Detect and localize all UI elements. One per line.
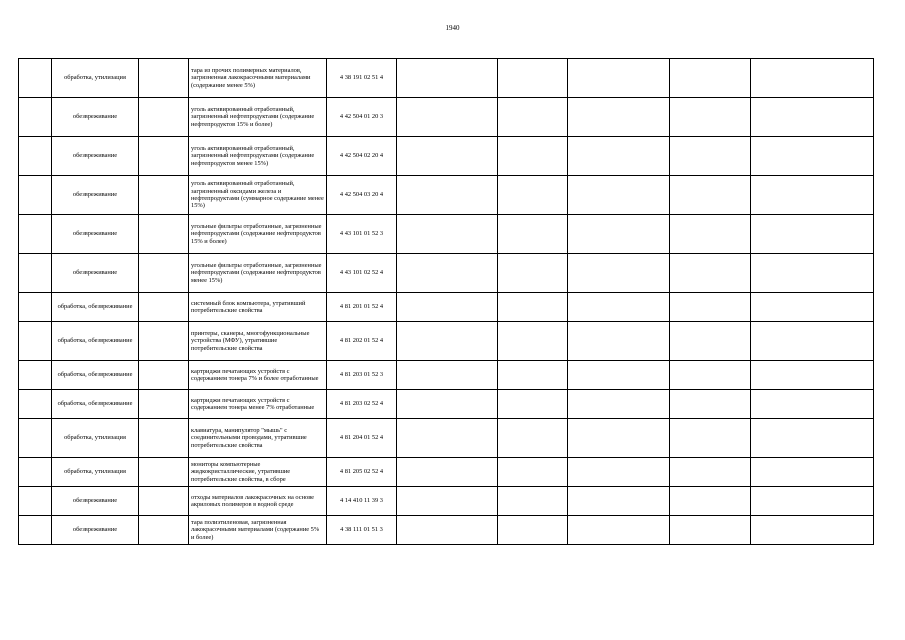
cell-empty (139, 176, 189, 215)
cell-fkko-code: 4 42 504 03 20 4 (327, 176, 397, 215)
cell-empty (498, 59, 568, 98)
cell-empty (568, 516, 670, 545)
cell-empty (139, 458, 189, 487)
cell-waste-name: клавиатура, манипулятор "мышь" с соединительными проводами, утратившие потребительские свойства (189, 419, 327, 458)
cell-empty (568, 293, 670, 322)
cell-empty (498, 215, 568, 254)
cell-action: обезвреживание (52, 137, 139, 176)
cell-waste-name: картриджи печатающих устройств с содержанием тонера 7% и более отработанные (189, 361, 327, 390)
cell-action: обработка, утилизация (52, 59, 139, 98)
cell-empty (751, 98, 874, 137)
cell-waste-name: угольные фильтры отработанные, загрязненные нефтепродуктами (содержание нефтепродуктов менее 15%) (189, 254, 327, 293)
cell-action: обработка, обезвреживание (52, 293, 139, 322)
cell-empty (568, 390, 670, 419)
cell-empty (498, 516, 568, 545)
cell-empty (397, 487, 498, 516)
cell-empty (751, 59, 874, 98)
cell-empty (498, 361, 568, 390)
cell-fkko-code: 4 81 204 01 52 4 (327, 419, 397, 458)
table-row (19, 458, 874, 487)
cell-action: обезвреживание (52, 176, 139, 215)
cell-waste-name: системный блок компьютера, утративший потребительские свойства (189, 293, 327, 322)
cell-empty (139, 361, 189, 390)
cell-empty (139, 487, 189, 516)
cell-empty (19, 361, 52, 390)
cell-empty (751, 322, 874, 361)
cell-empty (568, 176, 670, 215)
cell-waste-name: угольные фильтры отработанные, загрязненные нефтепродуктами (содержание нефтепродуктов 15% и более) (189, 215, 327, 254)
cell-empty (19, 390, 52, 419)
cell-empty (498, 390, 568, 419)
cell-empty (498, 293, 568, 322)
cell-fkko-code: 4 81 202 01 52 4 (327, 322, 397, 361)
waste-table (18, 58, 874, 545)
cell-empty (751, 215, 874, 254)
cell-empty (498, 254, 568, 293)
cell-empty (19, 176, 52, 215)
cell-empty (751, 487, 874, 516)
cell-waste-name: принтеры, сканеры, многофункциональные устройства (МФУ), утратившие потребительские свойства (189, 322, 327, 361)
cell-waste-name: уголь активированный отработанный, загрязненный нефтепродуктами (содержание нефтепродуктов менее 15%) (189, 137, 327, 176)
cell-action: обработка, обезвреживание (52, 322, 139, 361)
cell-empty (498, 176, 568, 215)
cell-empty (670, 176, 751, 215)
cell-empty (397, 176, 498, 215)
cell-fkko-code: 4 81 205 02 52 4 (327, 458, 397, 487)
cell-waste-name: отходы материалов лакокрасочных на основе акриловых полимеров в водной среде (189, 487, 327, 516)
table-row (19, 322, 874, 361)
cell-fkko-code: 4 81 203 01 52 3 (327, 361, 397, 390)
cell-empty (139, 59, 189, 98)
cell-fkko-code: 4 42 504 01 20 3 (327, 98, 397, 137)
cell-empty (568, 361, 670, 390)
cell-empty (568, 419, 670, 458)
cell-empty (19, 419, 52, 458)
cell-fkko-code: 4 38 111 01 51 3 (327, 516, 397, 545)
cell-empty (397, 254, 498, 293)
cell-empty (751, 516, 874, 545)
table-row (19, 98, 874, 137)
cell-action: обезвреживание (52, 516, 139, 545)
cell-empty (568, 254, 670, 293)
cell-empty (19, 215, 52, 254)
cell-empty (139, 419, 189, 458)
table-row (19, 361, 874, 390)
cell-empty (751, 293, 874, 322)
cell-empty (397, 293, 498, 322)
cell-empty (751, 176, 874, 215)
cell-fkko-code: 4 43 101 01 52 3 (327, 215, 397, 254)
cell-empty (397, 390, 498, 419)
cell-empty (19, 516, 52, 545)
cell-empty (751, 419, 874, 458)
cell-empty (568, 458, 670, 487)
cell-empty (397, 137, 498, 176)
cell-empty (670, 458, 751, 487)
cell-empty (670, 59, 751, 98)
cell-fkko-code: 4 38 191 02 51 4 (327, 59, 397, 98)
cell-empty (670, 487, 751, 516)
cell-action: обезвреживание (52, 98, 139, 137)
table-row (19, 487, 874, 516)
cell-waste-name: уголь активированный отработанный, загрязненный оксидами железа и нефтепродуктами (суммарное содержание менее 15%) (189, 176, 327, 215)
cell-empty (139, 293, 189, 322)
cell-empty (568, 137, 670, 176)
cell-empty (139, 390, 189, 419)
cell-empty (670, 293, 751, 322)
cell-empty (397, 516, 498, 545)
cell-empty (498, 419, 568, 458)
cell-empty (751, 137, 874, 176)
cell-action: обезвреживание (52, 487, 139, 516)
cell-empty (19, 293, 52, 322)
table-row (19, 516, 874, 545)
cell-empty (498, 487, 568, 516)
table-row (19, 137, 874, 176)
cell-empty (751, 390, 874, 419)
cell-empty (670, 390, 751, 419)
cell-empty (568, 322, 670, 361)
cell-empty (397, 322, 498, 361)
cell-empty (139, 322, 189, 361)
cell-empty (498, 137, 568, 176)
cell-empty (139, 215, 189, 254)
cell-empty (139, 137, 189, 176)
cell-empty (670, 137, 751, 176)
cell-empty (397, 59, 498, 98)
cell-empty (670, 361, 751, 390)
cell-action: обработка, обезвреживание (52, 361, 139, 390)
cell-empty (139, 98, 189, 137)
table-row (19, 254, 874, 293)
cell-empty (397, 419, 498, 458)
cell-empty (670, 516, 751, 545)
cell-empty (139, 254, 189, 293)
cell-empty (397, 458, 498, 487)
cell-action: обезвреживание (52, 254, 139, 293)
cell-empty (751, 361, 874, 390)
page-number: 1940 (445, 24, 460, 32)
cell-waste-name: уголь активированный отработанный, загрязненный нефтепродуктами (содержание нефтепродуктов 15% и более) (189, 98, 327, 137)
cell-empty (19, 254, 52, 293)
cell-empty (397, 215, 498, 254)
cell-empty (19, 137, 52, 176)
cell-empty (670, 98, 751, 137)
cell-empty (19, 322, 52, 361)
cell-action: обработка, утилизация (52, 458, 139, 487)
table-row (19, 59, 874, 98)
cell-empty (568, 487, 670, 516)
cell-fkko-code: 4 81 201 01 52 4 (327, 293, 397, 322)
table-row (19, 390, 874, 419)
table-row (19, 176, 874, 215)
cell-empty (498, 322, 568, 361)
cell-empty (670, 322, 751, 361)
cell-empty (19, 458, 52, 487)
cell-empty (139, 516, 189, 545)
cell-empty (568, 215, 670, 254)
cell-empty (19, 59, 52, 98)
cell-empty (670, 419, 751, 458)
cell-empty (19, 487, 52, 516)
cell-waste-name: тара полиэтиленовая, загрязненная лакокрасочными материалами (содержание 5% и более) (189, 516, 327, 545)
cell-action: обработка, утилизация (52, 419, 139, 458)
cell-waste-name: тара из прочих полимерных материалов, загрязненная лакокрасочными материалами (содержание менее 5%) (189, 59, 327, 98)
cell-empty (397, 98, 498, 137)
table-row (19, 293, 874, 322)
cell-fkko-code: 4 43 101 02 52 4 (327, 254, 397, 293)
table-row (19, 419, 874, 458)
cell-action: обработка, обезвреживание (52, 390, 139, 419)
table-row (19, 215, 874, 254)
cell-empty (498, 98, 568, 137)
cell-empty (751, 254, 874, 293)
cell-empty (397, 361, 498, 390)
cell-empty (568, 59, 670, 98)
cell-action: обезвреживание (52, 215, 139, 254)
cell-empty (498, 458, 568, 487)
cell-fkko-code: 4 42 504 02 20 4 (327, 137, 397, 176)
cell-empty (751, 458, 874, 487)
cell-waste-name: мониторы компьютерные жидкокристаллические, утратившие потребительские свойства, в сборе (189, 458, 327, 487)
cell-empty (670, 254, 751, 293)
cell-fkko-code: 4 81 203 02 52 4 (327, 390, 397, 419)
cell-empty (19, 98, 52, 137)
cell-empty (568, 98, 670, 137)
cell-fkko-code: 4 14 410 11 39 3 (327, 487, 397, 516)
cell-empty (670, 215, 751, 254)
cell-waste-name: картриджи печатающих устройств с содержанием тонера менее 7% отработанные (189, 390, 327, 419)
